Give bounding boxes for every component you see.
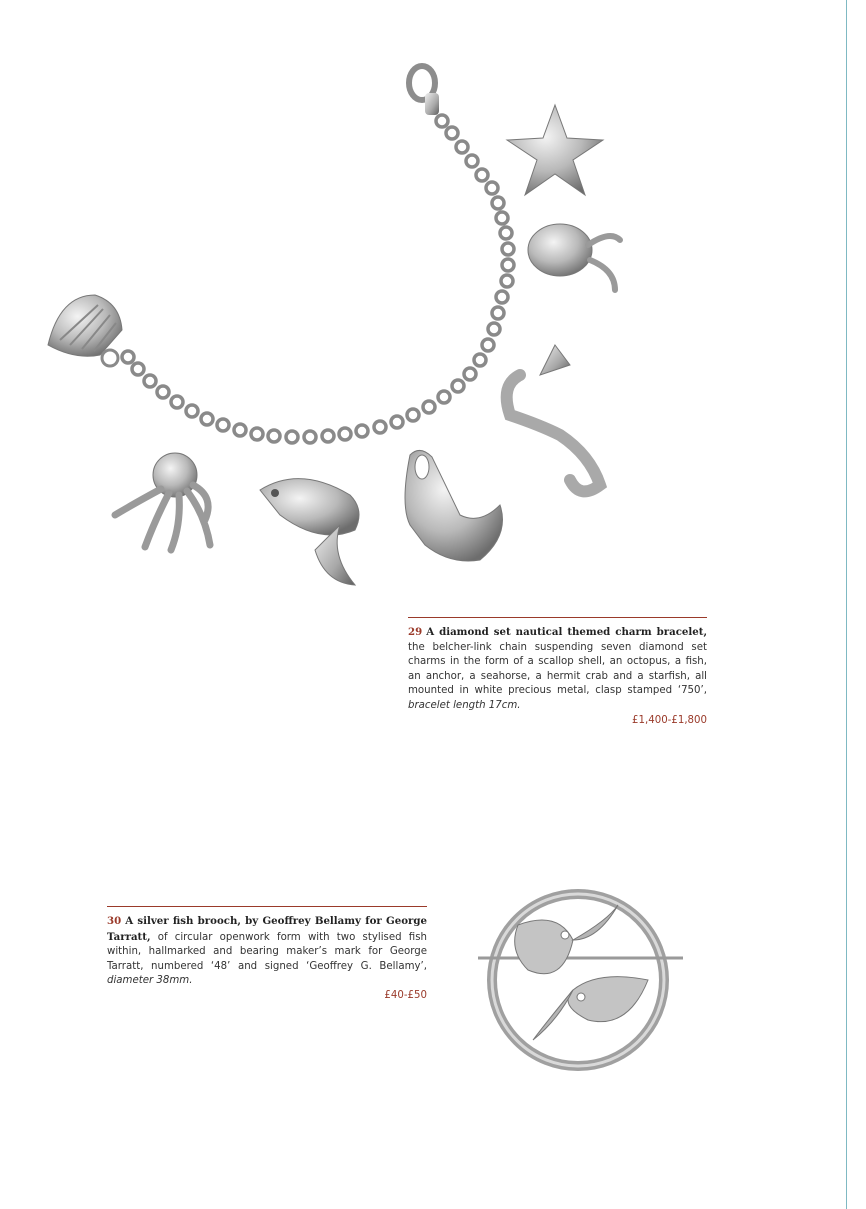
fish-brooch-photo (478, 880, 688, 1080)
lot-dimensions: diameter 38mm. (107, 975, 193, 987)
lot-dimensions: bracelet length 17cm. (408, 699, 521, 711)
lot-29-text (408, 625, 707, 714)
lot-estimate: £1,400-£1,800 (632, 714, 707, 726)
fish-charm (260, 479, 359, 585)
lot-30-text (107, 914, 427, 989)
lot-29 (408, 617, 707, 728)
hermit-crab-charm (528, 224, 620, 290)
lot-number: 30 (107, 915, 122, 927)
lot-estimate: £40-£50 (384, 989, 427, 1001)
lot-30 (107, 906, 427, 1004)
seahorse-charm (507, 345, 600, 491)
clasp (409, 66, 439, 115)
page-edge-line (846, 0, 847, 1209)
lot-divider (408, 617, 707, 618)
starfish-charm (507, 105, 603, 195)
belcher-chain (122, 115, 514, 443)
lot-title: A diamond set nautical themed charm bracelet, (426, 626, 707, 638)
charm-bracelet-photo (40, 55, 640, 595)
lot-number: 29 (408, 626, 423, 638)
lot-description: the belcher-link chain suspending seven diamond set charms in the form of a scallop shell, an octopus, a fish, an anchor, a seahorse, a hermit crab and a starfish, all mounted in white precious metal, clasp stamped ‘750’, (408, 641, 707, 697)
anchor-charm (405, 450, 503, 561)
lot-divider (107, 906, 427, 907)
octopus-charm (115, 453, 210, 550)
lot-description: of circular openwork form with two stylised fish within, hallmarked and bearing maker’s mark for George Tarratt, numbered ‘48’ and signed ‘Geoffrey G. Bellamy’, (107, 931, 427, 972)
lot-title: A silver fish brooch, by Geoffrey Bellamy for George Tarratt, (107, 915, 427, 943)
scallop-shell-charm (48, 295, 122, 366)
